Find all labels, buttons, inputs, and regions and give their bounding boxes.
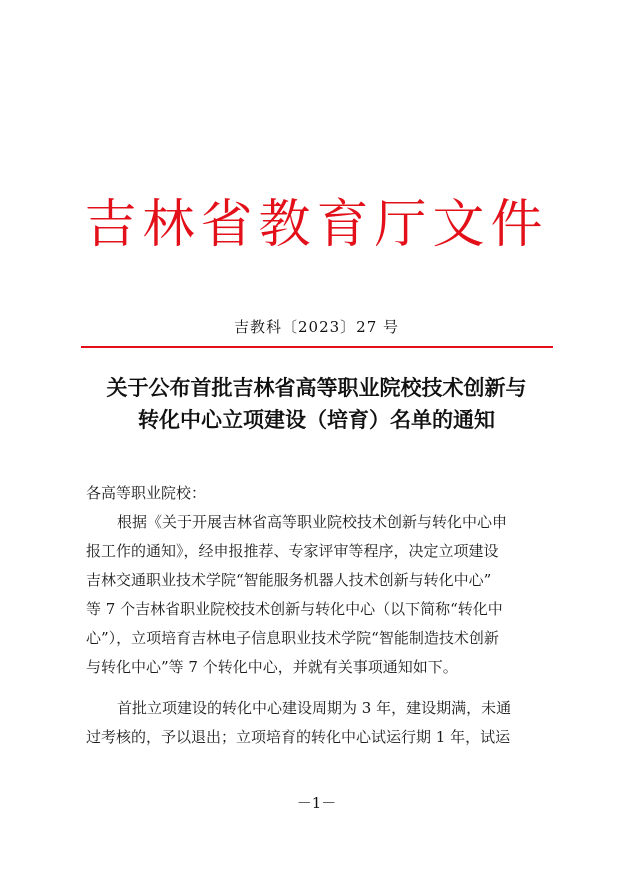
document-number: 吉教科〔2023〕27 号 (233, 318, 400, 336)
paragraph-line: 首批立项建设的转化中心建设周期为 3 年，建设期满，未通 (117, 699, 512, 717)
paragraph-line: 报工作的通知》，经申报推荐、专家评审等程序，决定立项建设 (86, 542, 499, 560)
notice-title (70, 372, 563, 436)
paragraph-1 (86, 508, 556, 682)
notice-body (86, 478, 556, 752)
document-header-title: 吉林省教育厅文件 (84, 195, 549, 255)
red-divider-line (81, 346, 553, 348)
paragraph-line: 心”），立项培育吉林电子信息职业技术学院“智能制造技术创新 (86, 629, 499, 647)
salutation: 各高等职业院校： (86, 484, 207, 502)
notice-title-line: 关于公布首批吉林省高等职业院校技术创新与 (106, 375, 527, 400)
paragraph-line: 过考核的，予以退出；立项培育的转化中心试运行期 1 年，试运 (86, 728, 511, 746)
paragraph-line: 根据《关于开展吉林省高等职业院校技术创新与转化中心申 (117, 513, 508, 531)
paragraph-gap (86, 682, 556, 694)
paragraph-line: 与转化中心”等 7 个转化中心，并就有关事项通知如下。 (86, 658, 458, 676)
paragraph-line: 吉林交通职业技术学院“智能服务机器人技术创新与转化中心” (86, 571, 492, 589)
paragraph-line: 等 7 个吉林省职业院校技术创新与转化中心（以下简称“转化中 (86, 600, 503, 618)
page-number: －1－ (296, 794, 337, 812)
paragraph-2 (86, 694, 556, 752)
notice-title-line: 转化中心立项建设（培育）名单的通知 (138, 407, 495, 432)
